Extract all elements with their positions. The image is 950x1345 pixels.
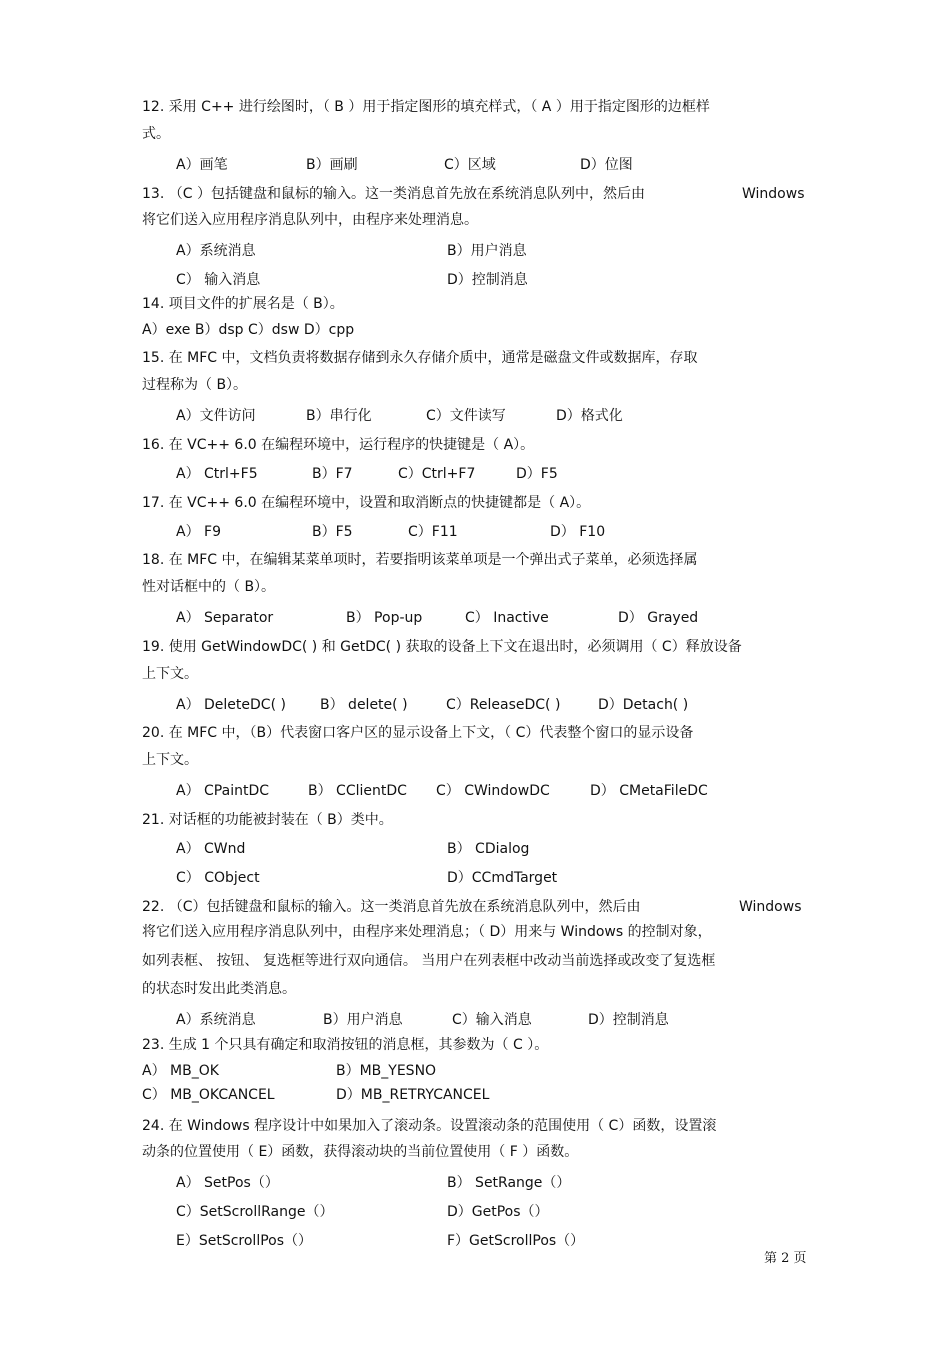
page-number: 第 2 页 (764, 1251, 807, 1266)
q17-option-c: C）F11 (408, 524, 458, 540)
q15-line2: 过程称为（ B）。 (142, 377, 248, 393)
q19-line2: 上下文。 (142, 666, 198, 682)
q18-line1: 18. 在 MFC 中，在编辑某菜单项时，若要指明该菜单项是一个弹出式子菜单，必须选择属 (142, 552, 698, 568)
q16-line1: 16. 在 VC++ 6.0 在编程环境中，运行程序的快捷键是（ A）。 (142, 437, 535, 453)
q21-line1: 21. 对话框的功能被封装在（ B）类中。 (142, 812, 393, 828)
q17-line1: 17. 在 VC++ 6.0 在编程环境中，设置和取消断点的快捷键都是（ A）。 (142, 495, 591, 511)
q12-option-a: A）画笔 (176, 157, 228, 173)
q23-option-c: C） MB_OKCANCEL (142, 1087, 275, 1103)
q19-option-c: C）ReleaseDC( ) (446, 697, 561, 713)
q23-option-d: D）MB_RETRYCANCEL (336, 1087, 490, 1103)
q12-option-d: D）位图 (580, 157, 633, 173)
q12-option-b: B）画刷 (306, 157, 358, 173)
q15-option-a: A）文件访问 (176, 408, 256, 424)
q21-option-c: C） CObject (176, 870, 260, 886)
q15-option-c: C）文件读写 (426, 408, 506, 424)
q20-option-a: A） CPaintDC (176, 783, 270, 799)
q24-option-e: E）SetScrollPos（） (176, 1233, 313, 1249)
q13-option-b: B）用户消息 (447, 243, 527, 259)
q24-line2: 动条的位置使用（ E）函数，获得滚动块的当前位置使用（ F ）函数。 (142, 1144, 579, 1160)
q21-option-d: D）CCmdTarget (447, 870, 558, 886)
q18-option-d: D） Grayed (618, 610, 699, 626)
q24-option-a: A） SetPos（） (176, 1175, 279, 1191)
q13-option-c: C） 输入消息 (176, 272, 261, 288)
q12-line2: 式。 (142, 126, 170, 142)
q22-line1-end: Windows (739, 899, 802, 915)
q18-line2: 性对话框中的（ B）。 (142, 579, 276, 595)
q20-option-b: B） CClientDC (308, 783, 407, 799)
q18-option-b: B） Pop-up (346, 610, 423, 626)
q22-option-d: D）控制消息 (588, 1012, 669, 1028)
q22-line4: 的状态时发出此类消息。 (142, 981, 296, 997)
q18-option-c: C） Inactive (465, 610, 549, 626)
q15-line1: 15. 在 MFC 中，文档负责将数据存储到永久存储介质中，通常是磁盘文件或数据库，存取 (142, 350, 698, 366)
q22-line1: 22. （C）包括键盘和鼠标的输入。这一类消息首先放在系统消息队列中，然后由 (142, 899, 641, 915)
q13-line2: 将它们送入应用程序消息队列中，由程序来处理消息。 (142, 212, 478, 228)
q16-option-b: B）F7 (312, 466, 353, 482)
q24-line1: 24. 在 Windows 程序设计中如果加入了滚动条。设置滚动条的范围使用（ C）函数，设置滚 (142, 1118, 717, 1134)
q22-line3: 如列表框、 按钮、 复选框等进行双向通信。 当用户在列表框中改动当前选择或改变了复选框 (142, 953, 716, 969)
q12-option-c: C）区域 (444, 157, 496, 173)
q16-option-c: C）Ctrl+F7 (398, 466, 476, 482)
q22-line2: 将它们送入应用程序消息队列中，由程序来处理消息；（ D）用来与 Windows 的控制对象， (142, 924, 712, 940)
q17-option-d: D） F10 (550, 524, 606, 540)
q13-line1: 13. （C ）包括键盘和鼠标的输入。这一类消息首先放在系统消息队列中，然后由 (142, 186, 645, 202)
q23-option-b: B）MB_YESNO (336, 1063, 437, 1079)
q13-option-a: A）系统消息 (176, 243, 256, 259)
q24-option-b: B） SetRange（） (447, 1175, 571, 1191)
q24-option-f: F）GetScrollPos（） (447, 1233, 585, 1249)
q12-line1: 12. 采用 C++ 进行绘图时，（ B ）用于指定图形的填充样式，（ A ）用于指定图形的边框样 (142, 99, 710, 115)
q23-line1: 23. 生成 1 个只具有确定和取消按钮的消息框，其参数为（ C ）。 (142, 1037, 549, 1053)
q19-option-a: A） DeleteDC( ) (176, 697, 286, 713)
q19-line1: 19. 使用 GetWindowDC( ) 和 GetDC( ) 获取的设备上下文在退出时，必须调用（ C）释放设备 (142, 639, 742, 655)
q14-options: A）exe B）dsp C）dsw D）cpp (142, 322, 355, 338)
q20-line2: 上下文。 (142, 752, 198, 768)
q22-option-a: A）系统消息 (176, 1012, 256, 1028)
q17-option-b: B）F5 (312, 524, 353, 540)
q13-line1-end: Windows (742, 186, 805, 202)
q22-option-c: C）输入消息 (452, 1012, 532, 1028)
q19-option-d: D）Detach( ) (598, 697, 689, 713)
q21-option-b: B） CDialog (447, 841, 530, 857)
q15-option-b: B）串行化 (306, 408, 372, 424)
q24-option-c: C）SetScrollRange（） (176, 1204, 334, 1220)
q20-option-d: D） CMetaFileDC (590, 783, 708, 799)
q20-line1: 20. 在 MFC 中，（B）代表窗口客户区的显示设备上下文，（ C）代表整个窗口的显示设备 (142, 725, 694, 741)
q19-option-b: B） delete( ) (320, 697, 408, 713)
q22-option-b: B）用户消息 (323, 1012, 403, 1028)
q17-option-a: A） F9 (176, 524, 221, 540)
q13-option-d: D）控制消息 (447, 272, 528, 288)
q23-option-a: A） MB_OK (142, 1063, 219, 1079)
q21-option-a: A） CWnd (176, 841, 246, 857)
q14-line1: 14. 项目文件的扩展名是（ B）。 (142, 296, 344, 312)
q18-option-a: A） Separator (176, 610, 274, 626)
q16-option-d: D）F5 (516, 466, 558, 482)
q24-option-d: D）GetPos（） (447, 1204, 549, 1220)
q16-option-a: A） Ctrl+F5 (176, 466, 258, 482)
q15-option-d: D）格式化 (556, 408, 623, 424)
q20-option-c: C） CWindowDC (436, 783, 550, 799)
